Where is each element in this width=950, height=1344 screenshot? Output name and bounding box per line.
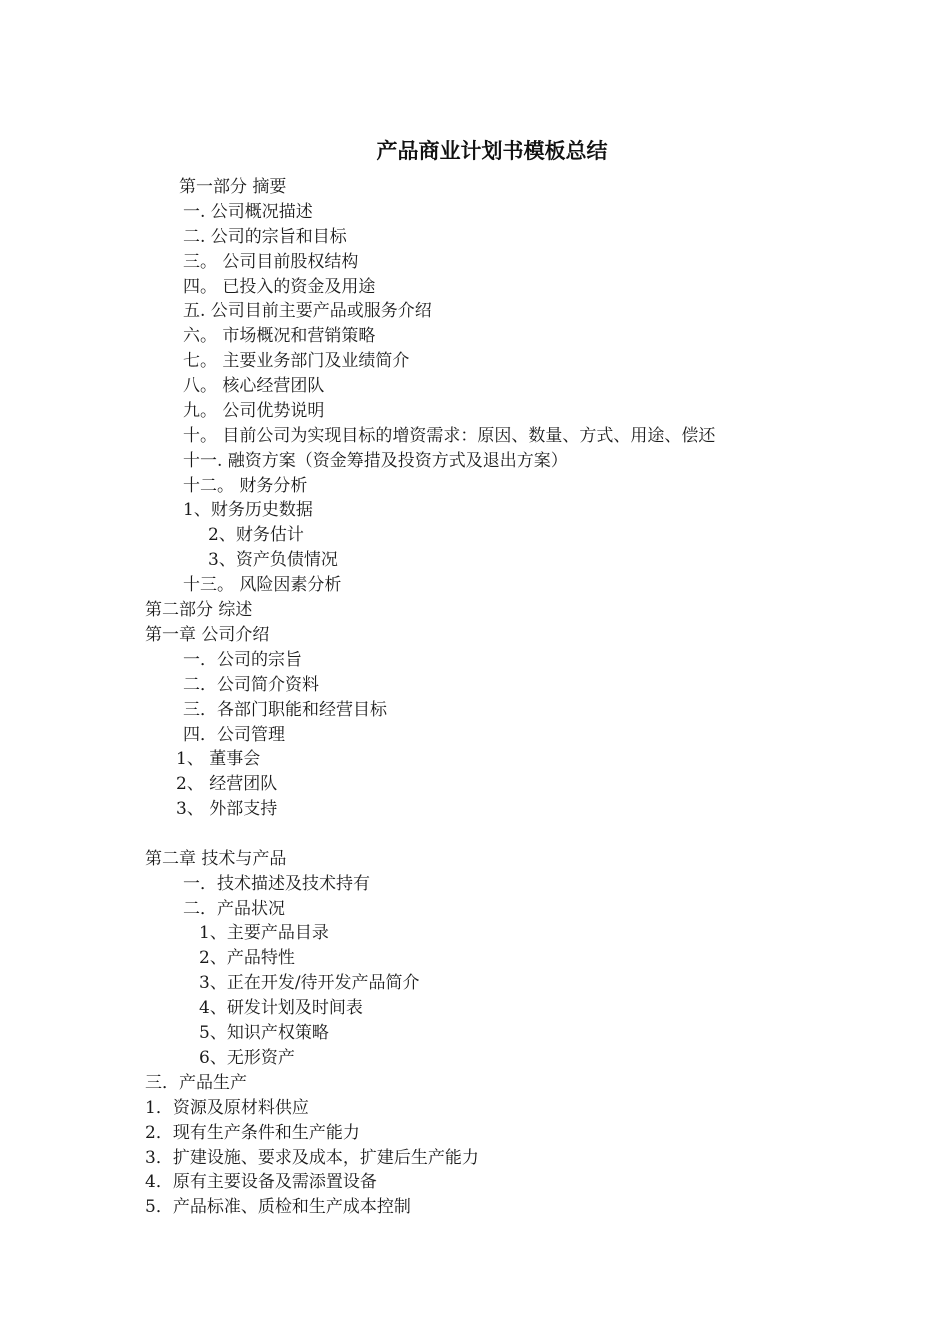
outline-line: 2、产品特性: [199, 948, 295, 968]
outline-line: 5、知识产权策略: [199, 1023, 329, 1043]
outline-line: 七。 主要业务部门及业绩简介: [183, 351, 410, 371]
outline-line: 三。 公司目前股权结构: [183, 252, 359, 272]
outline-line: 十三。 风险因素分析: [183, 575, 342, 595]
outline-line: 6、无形资产: [199, 1048, 295, 1068]
outline-line: 3、 外部支持: [176, 799, 278, 819]
outline-line: 2．现有生产条件和生产能力: [145, 1123, 360, 1143]
outline-line: 3、正在开发/待开发产品简介: [199, 973, 420, 993]
outline-line: 第一部分 摘要: [179, 177, 287, 197]
outline-line: 一．技术描述及技术持有: [183, 874, 370, 894]
outline-line: 1、 董事会: [176, 749, 261, 769]
outline-line: 三．产品生产: [145, 1073, 247, 1093]
outline-line: 第二章 技术与产品: [145, 849, 287, 869]
outline-line: 十。 目前公司为实现目标的增资需求：原因、数量、方式、用途、偿还: [183, 426, 716, 446]
outline-line: 第一章 公司介绍: [145, 625, 270, 645]
outline-line: 十一. 融资方案（资金筹措及投资方式及退出方案）: [183, 451, 568, 471]
outline-line: 九。 公司优势说明: [183, 401, 325, 421]
outline-line: 1．资源及原材料供应: [145, 1098, 309, 1118]
outline-line: 4、研发计划及时间表: [199, 998, 363, 1018]
outline-line: 二．产品状况: [183, 899, 285, 919]
outline-line: 2、财务估计: [208, 525, 304, 545]
outline-line: 二. 公司的宗旨和目标: [183, 227, 347, 247]
document-title: 产品商业计划书模板总结: [376, 139, 608, 163]
outline-line: 五. 公司目前主要产品或服务介绍: [183, 301, 432, 321]
outline-line: 第二部分 综述: [145, 600, 253, 620]
outline-line: 二．公司简介资料: [183, 675, 319, 695]
outline-line: 4．原有主要设备及需添置设备: [145, 1172, 377, 1192]
outline-line: 一．公司的宗旨: [183, 650, 302, 670]
outline-line: 一. 公司概况描述: [183, 202, 313, 222]
outline-line: 六。 市场概况和营销策略: [183, 326, 376, 346]
outline-line: 四。 已投入的资金及用途: [183, 277, 376, 297]
outline-line: 1、财务历史数据: [183, 500, 313, 520]
outline-line: 十二。 财务分析: [183, 476, 308, 496]
outline-line: 三．各部门职能和经营目标: [183, 700, 387, 720]
outline-line: 四．公司管理: [183, 725, 285, 745]
outline-line: 1、主要产品目录: [199, 923, 329, 943]
outline-line: 5．产品标准、质检和生产成本控制: [145, 1197, 411, 1217]
outline-line: 八。 核心经营团队: [183, 376, 325, 396]
outline-line: 3．扩建设施、要求及成本，扩建后生产能力: [145, 1148, 479, 1168]
outline-line: 2、 经营团队: [176, 774, 278, 794]
outline-line: 3、资产负债情况: [208, 550, 338, 570]
